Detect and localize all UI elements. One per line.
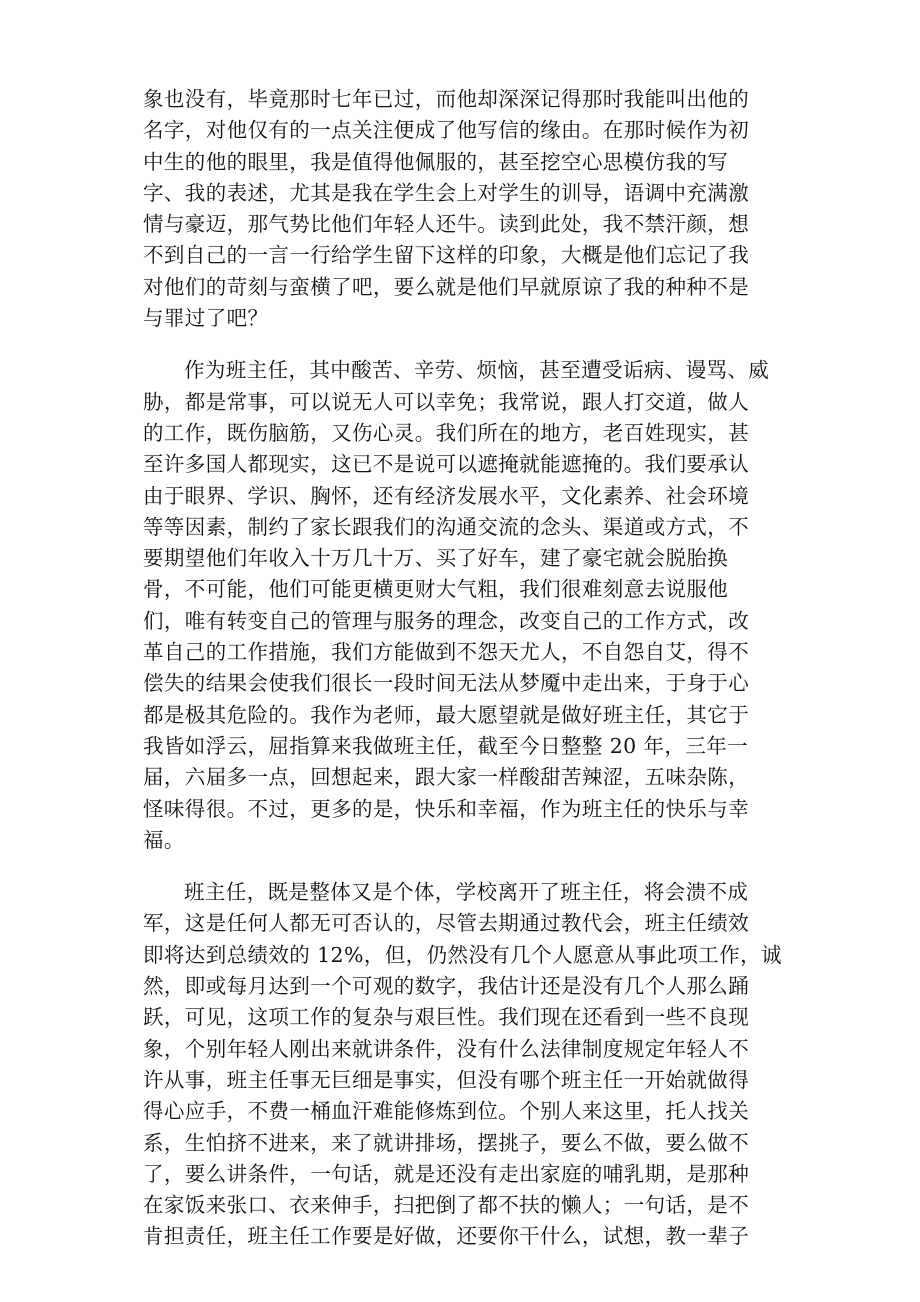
text-line: 跃，可见，这项工作的复杂与艰巨性。我们现在还看到一些不良现 [143, 1005, 750, 1030]
text-line: 中生的他的眼里，我是值得他佩服的，甚至挖空心思模仿我的写 [143, 149, 729, 174]
text-line: 胁，都是常事，可以说无人可以幸免；我常说，跟人打交道，做人 [143, 389, 750, 414]
text-line: 不到自己的一言一行给学生留下这样的印象，大概是他们忘记了我 [143, 243, 750, 268]
text-line: 得心应手，不费一桶血汗难能修炼到位。个别人来这里，托人找关 [143, 1099, 750, 1124]
text-line: 了，要么讲条件，一句话，就是还没有走出家庭的哺乳期，是那种 [143, 1161, 750, 1186]
paragraph-spacer [143, 856, 815, 877]
document-body [143, 84, 815, 1253]
text-line: 即将达到总绩效的 12%，但，仍然没有几个人愿意从事此项工作，诚 [143, 942, 782, 967]
text-line: 情与豪迈，那气势比他们年轻人还牛。读到此处，我不禁汗颜，想 [143, 212, 750, 237]
text-line: 怪味得很。不过，更多的是，快乐和幸福，作为班主任的快乐与幸 [143, 796, 750, 821]
text-line: 由于眼界、学识、胸怀，还有经济发展水平，文化素养、社会环境 [143, 483, 750, 508]
text-line: 在家饭来张口、衣来伸手，扫把倒了都不扶的懒人；一句话，是不 [143, 1193, 750, 1218]
text-line: 作为班主任，其中酸苦、辛劳、烦恼，甚至遭受诟病、谩骂、威 [184, 358, 770, 383]
text-line: 们，唯有转变自己的管理与服务的理念，改变自己的工作方式，改 [143, 608, 750, 633]
text-line: 名字，对他仅有的一点关注便成了他写信的缘由。在那时候作为初 [143, 118, 750, 143]
text-line: 都是极其危险的。我作为老师，最大愿望就是做好班主任，其它于 [143, 702, 750, 727]
text-line: 与罪过了吧？ [143, 306, 269, 331]
text-line: 对他们的苛刻与蛮横了吧，要么就是他们早就原谅了我的种种不是 [143, 274, 750, 299]
text-line: 骨，不可能，他们可能更横更财大气粗，我们很难刻意去说服他 [143, 577, 729, 602]
text-line: 肯担责任，班主任工作要是好做，还要你干什么，试想，教一辈子 [143, 1224, 750, 1249]
text-line: 我皆如浮云，屈指算来我做班主任，截至今日整整 20 年，三年一 [143, 733, 749, 758]
text-line: 军，这是任何人都无可否认的，尽管去期通过教代会，班主任绩效 [143, 911, 750, 936]
paragraph-3 [143, 877, 815, 1253]
text-line: 班主任，既是整体又是个体，学校离开了班主任，将会溃不成 [184, 880, 749, 905]
text-line: 字、我的表述，尤其是我在学生会上对学生的训导，语调中充满激 [143, 180, 750, 205]
text-line: 偿失的结果会使我们很长一段时间无法从梦魇中走出来，于身于心 [143, 671, 750, 696]
text-line: 至许多国人都现实，这已不是说可以遮掩就能遮掩的。我们要承认 [143, 452, 750, 477]
text-line: 象，个别年轻人刚出来就讲条件，没有什么法律制度规定年轻人不 [143, 1036, 750, 1061]
paragraph-1 [143, 84, 815, 334]
text-line: 届，六届多一点，回想起来，跟大家一样酸甜苦辣涩，五味杂陈， [143, 765, 750, 790]
text-line: 福。 [143, 827, 185, 852]
text-line: 等等因素，制约了家长跟我们的沟通交流的念头、渠道或方式，不 [143, 514, 750, 539]
text-line: 然，即或每月达到一个可观的数字，我估计还是没有几个人那么踊 [143, 974, 750, 999]
text-line: 系，生怕挤不进来，来了就讲排场，摆挑子，要么不做，要么做不 [143, 1130, 750, 1155]
text-line: 象也没有，毕竟那时七年已过，而他却深深记得那时我能叫出他的 [143, 87, 750, 111]
text-line: 的工作，既伤脑筋，又伤心灵。我们所在的地方，老百姓现实，甚 [143, 420, 750, 445]
paragraph-spacer [143, 334, 815, 355]
paragraph-2 [143, 355, 815, 856]
text-line: 要期望他们年收入十万几十万、买了好车，建了豪宅就会脱胎换 [143, 546, 729, 571]
text-line: 革自己的工作措施，我们方能做到不怨天尤人，不自怨自艾，得不 [143, 640, 750, 665]
text-line: 许从事，班主任事无巨细是事实，但没有哪个班主任一开始就做得 [143, 1067, 750, 1092]
